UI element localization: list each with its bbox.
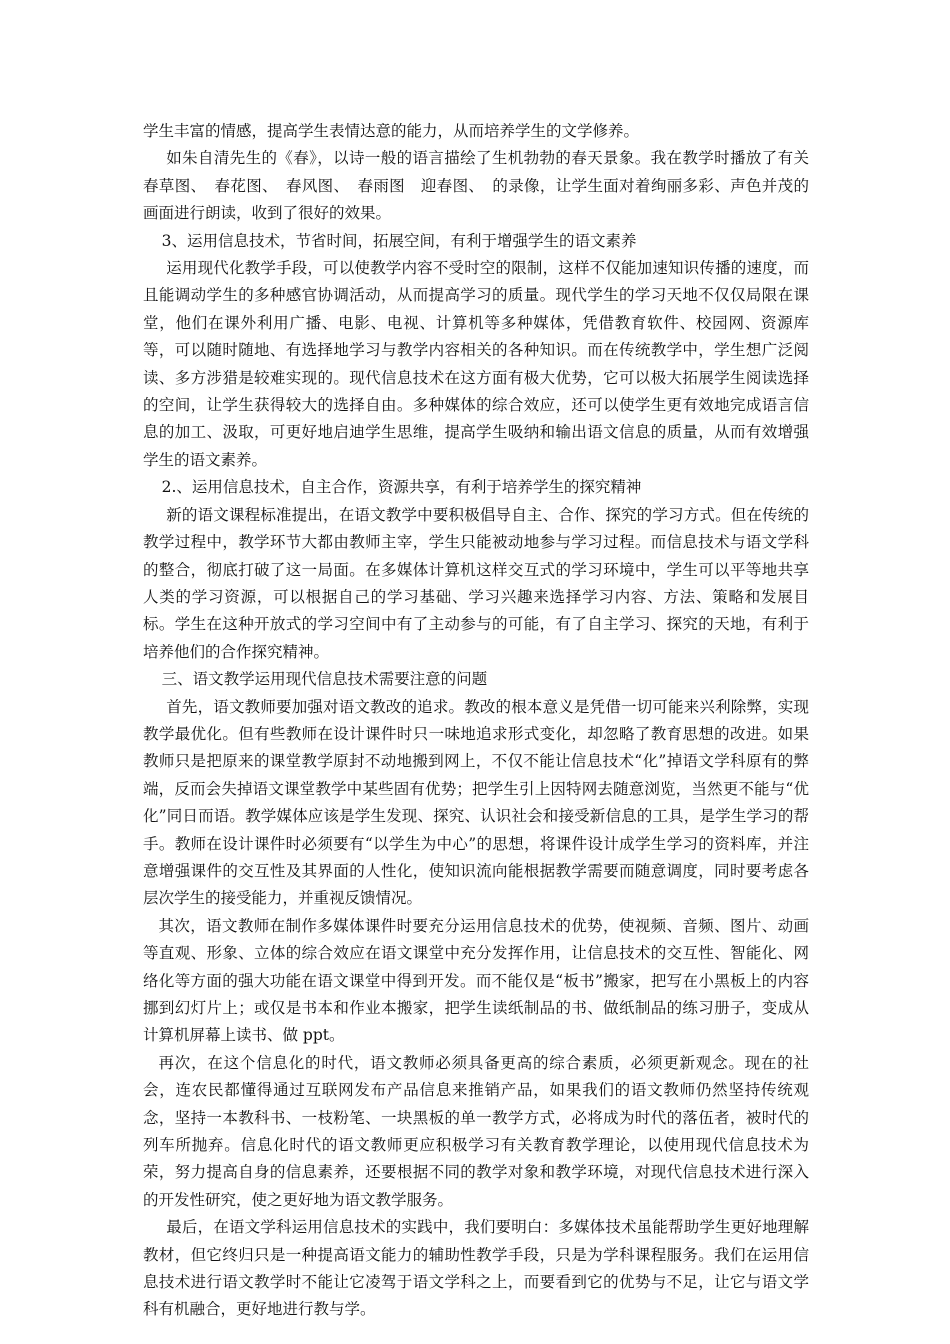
paragraph-continuation: 学生丰富的情感，提高学生表情达意的能力，从而培养学生的文学修养。 — [143, 122, 640, 140]
section-heading-3: 3、运用信息技术，节省时间，拓展空间，有利于增强学生的语文素养 — [161, 231, 637, 250]
section-heading-2: 2.、运用信息技术，自主合作，资源共享，有利于培养学生的探究精神 — [161, 478, 642, 497]
paragraph-third: 再次，在这个信息化的时代，语文教师必须具备更高的综合素质，必须更新观念。现在的社会，连农民都懂得通过互联网发布产品信息来推销产品，如果我们的语文教师仍然坚持传统观念，坚持一本教科书、一枝粉笔、一块黑板的单一教学方式，必将成为时代的落伍者，被时代的列车所抛弃。信息化时代的语文教师更应积极学习有关教育教学理论，以使用现代信息技术为荣，努力提高自身的信息素养，还要根据不同的教学对象和教学环境，对现代信息技术进行深入的开发性研究，使之更好地为语文教学服务。 — [143, 1053, 809, 1209]
document-body — [143, 118, 809, 1324]
paragraph-second: 其次，语文教师在制作多媒体课件时要充分运用信息技术的优势，使视频、音频、图片、动画等直观、形象、立体的综合效应在语文课堂中充分发挥作用，让信息技术的交互性、智能化、网络化等方面的强大功能在语文课堂中得到开发。而不能仅是“板书”搬家，把写在小黑板上的内容挪到幻灯片上；或仅是书本和作业本搬家，把学生读纸制品的书、做纸制品的练习册子，变成从计算机屏幕上读书、做 ppt。 — [143, 916, 809, 1045]
paragraph-spring-example: 如朱自清先生的《春》，以诗一般的语言描绘了生机勃勃的春天景象。我在教学时播放了有关春草图、 春花图、 春风图、 春雨图 迎春图、 的录像，让学生面对着绚丽多彩、声色并茂的画面进行朗读，收到了很好的效果。 — [143, 149, 809, 223]
paragraph-modern-teaching: 运用现代化教学手段，可以使教学内容不受时空的限制，这样不仅能加速知识传播的速度，而且能调动学生的多种感官协调活动，从而提高学习的质量。现代学生的学习天地不仅仅局限在课堂，他们在课外利用广播、电影、电视、计算机等多种媒体，凭借教育软件、校园网、资源库等，可以随时随地、有选择地学习与教学内容相关的各种知识。而在传统教学中，学生想广泛阅读、多方涉猎是较难实现的。现代信息技术在这方面有极大优势，它可以极大拓展学生阅读选择的空间，让学生获得较大的选择自由。多种媒体的综合效应，还可以使学生更有效地完成语言信息的加工、汲取，可更好地启迪学生思维，提高学生吸纳和输出语文信息的质量，从而有效增强学生的语文素养。 — [143, 259, 809, 469]
paragraph-first: 首先，语文教师要加强对语文教改的追求。教改的根本意义是凭借一切可能来兴利除弊，实现教学最优化。但有些教师在设计课件时只一味地追求形式变化，却忽略了教育思想的改进。如果教师只是把原来的课堂教学原封不动地搬到网上，不仅不能让信息技术“化”掉语文学科原有的弊端，反而会失掉语文课堂教学中某些固有优势；把学生引上因特网去随意浏览，当然更不能与“优化”同日而语。教学媒体应该是学生发现、探究、认识社会和接受新信息的工具，是学生学习的帮手。教师在设计课件时必须要有“以学生为中心”的思想，将课件设计成学生学习的资料库，并注意增强课件的交互性及其界面的人性化，使知识流向能根据教学需要而随意调度，同时要考虑各层次学生的接受能力，并重视反馈情况。 — [143, 697, 809, 908]
paragraph-last: 最后，在语文学科运用信息技术的实践中，我们要明白：多媒体技术虽能帮助学生更好地理解教材，但它终归只是一种提高语文能力的辅助性教学手段，只是为学科课程服务。我们在运用信息技术进行语文教学时不能让它凌驾于语文学科之上，而要看到它的优势与不足，让它与语文学科有机融合，更好地进行教与学。 — [143, 1218, 809, 1319]
paragraph-curriculum-standard: 新的语文课程标准提出，在语文教学中要积极倡导自主、合作、探究的学习方式。但在传统的教学过程中，教学环节大都由教师主宰，学生只能被动地参与学习过程。而信息技术与语文学科的整合，彻底打破了这一局面。在多媒体计算机这样交互式的学习环境中，学生可以平等地共享人类的学习资源，可以根据自己的学习基础、学习兴趣来选择学习内容、方法、策略和发展目标。学生在这种开放式的学习空间中有了主动参与的可能，有了自主学习、探究的天地，有利于培养他们的合作探究精神。 — [143, 505, 809, 661]
section-heading-three: 三、语文教学运用现代信息技术需要注意的问题 — [161, 670, 488, 689]
